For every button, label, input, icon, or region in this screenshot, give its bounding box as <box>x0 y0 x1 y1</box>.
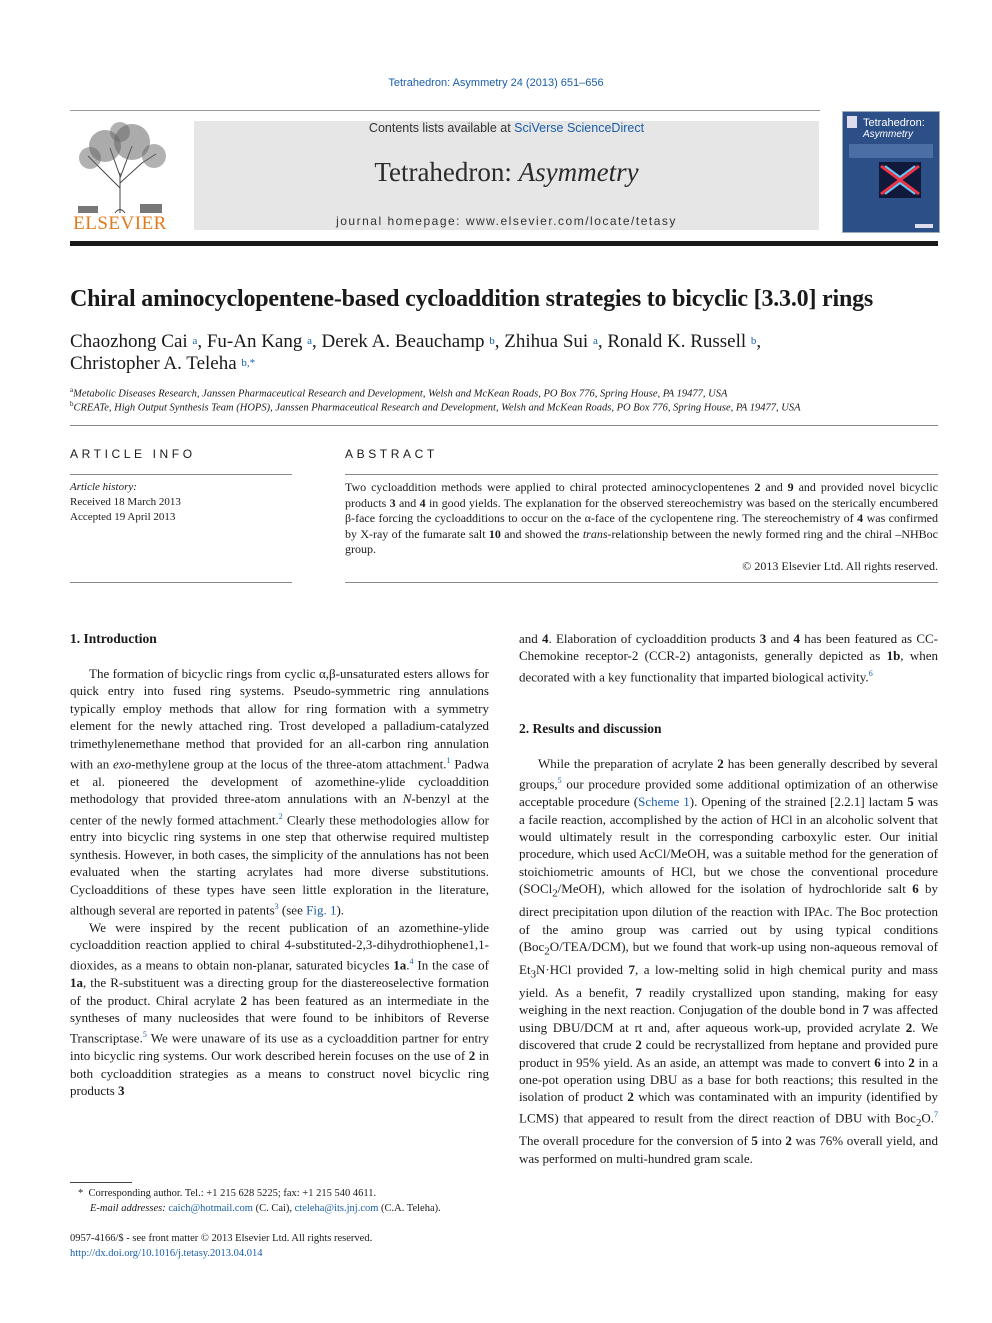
article-history: Article history: Received 18 March 2013 Accepted 19 April 2013 <box>70 481 181 523</box>
divider <box>70 425 938 426</box>
journal-homepage[interactable]: journal homepage: www.elsevier.com/locate/tetasy <box>336 214 677 228</box>
footnote-divider <box>70 1182 132 1183</box>
journal-cover-image <box>842 111 940 233</box>
author[interactable]: Ronald K. Russell $^b$ <box>607 331 757 352</box>
sciencedirect-link[interactable]: SciVerse ScienceDirect <box>514 121 645 135</box>
author-list: Chaozhong Cai $^a$, Fu-An Kang $^a$, Derek A. Beauchamp $^b$, Zhihua Sui $^a$, Ronald K. Russell $^b$, Christopher A. Teleha $^{b,*}$ <box>70 331 762 374</box>
cover-art-icon <box>879 162 921 198</box>
affiliation-a: $^a$Metabolic Diseases Research, Janssen Pharmaceutical Research and Development, Welsh and McKean Roads, PO Box 776, Spring House, PA 19477, USA <box>70 386 728 400</box>
section-heading-introduction: 1. Introduction <box>70 631 157 646</box>
doi-link[interactable]: http://dx.doi.org/10.1016/j.tetasy.2013.04.014 <box>70 1248 263 1259</box>
header-rule <box>70 241 938 246</box>
introduction-body: The formation of bicyclic rings from cyclic α,β-unsaturated esters allows for quick entry into fused ring systems. Pseudo-symmetric ring annulations typically employ methods that allow for ring formation with a symmetry element for the newly attached ring. Trost developed a palladium-catalyzed trimethylenemethane method that provided for an all-carbon ring annulation with an exo-methylene group at the locus of the three-atom attachment.$^1$ Padwa et al. pioneered the development of azomethine-ylide cycloaddition methodology that provided three-atom annulations with an N-benzyl at the center of the newly formed attachment.$^2$ Clearly these methodologies allow for entry into bicyclic ring systems in one step that otherwise required multistep synthesis. However, in both cases, the simplicity of the annulations has not been evaluated when the starting acrylates had more diverse substitutions. Cycloadditions of these types have seen little exploration in the literature, although several are reported in patents$^3$ (see Fig. 1). We were inspired by the recent publication of an azomethine-ylide cycloaddition reaction applied to chiral 4-substituted-2,3-dihydrothiophene1,1-dioxides, as a means to obtain non-planar, saturated bicycles 1a.$^4$ In the case of 1a, the R-substituent was a directing group for the diastereoselective formation of the product. Chiral acrylate 2 has been featured as an intermediate in the syntheses of many nucleosides that were found to be inhibitors of Reverse Transcriptase.$^5$ We were unaware of its use as a cycloaddition partner for entry into bicyclic ring systems. Our work described herein focuses on the use of 2 in both cycloaddition strategies as a means to construct novel bicyclic ring products 3 <box>70 666 489 1098</box>
affiliation-b: $^b$CREATe, High Output Synthesis Team (HOPS), Janssen Pharmaceutical Research and Development, Welsh and McKean Roads, PO Box 776, Spring House, PA 19477, USA <box>70 400 801 414</box>
divider <box>70 474 292 475</box>
abstract-heading: ABSTRACT <box>345 447 438 461</box>
article-info-heading: ARTICLE INFO <box>70 447 196 461</box>
divider <box>345 582 938 583</box>
abstract-copyright: © 2013 Elsevier Ltd. All rights reserved. <box>742 558 938 573</box>
results-body: While the preparation of acrylate 2 has been generally described by several groups,$^5$ our procedure provided some additional optimization of an otherwise acceptable procedure (Scheme 1). Opening of the strained [2.2.1] lactam 5 was a facile reaction, accomplished by the action of HCl in an alcoholic solvent that would ultimately result in the corresponding carboxylic ester. Our initial procedure, which used AcCl/MeOH, was a suitable method for the generation of stoichiometric amounts of HCl, but we chose the conventional procedure (SOCl$_2$/MeOH), which allowed for the isolation of hydrochloride salt 6 by direct precipitation upon dilution of the reaction with IPAc. The Boc protection of the amino group was carried out by using typical conditions (Boc$_2$O/TEA/DCM), but we found that work-up using non-aqueous removal of $Et_3N\cdot HCl$ provided 7, a low-melting solid in high chemical purity and mass yield. As a benefit, 7 readily crystallized upon standing, making for easy weighing in the next reaction. Conjugation of the double bond in 7 was affected using DBU/DCM at rt and, after aqueous work-up, provided acrylate 2. We discovered that crude 2 could be recrystallized from heptane and provided pure product in 95% yield. As an aside, an attempt was made to convert 6 into 2 in a one-pot operation using DBU as a base for both reactions; this resulted in the isolation of product 2 which was contaminated with an impurity (identified by LCMS) that appeared to result from the direct reaction of DBU with Boc$_2$O.$^7$ The overall procedure for the conversion of 5 into 2 was 76% overall yield, and was performed on multi-hundred gram scale. <box>519 756 939 1166</box>
journal-name: Tetrahedron: Asymmetry <box>374 157 639 187</box>
article-title: Chiral aminocyclopentene-based cycloaddition strategies to bicyclic [3.3.0] rings <box>70 286 874 312</box>
cover-title: Tetrahedron: Asymmetry <box>863 117 925 140</box>
section-heading-results: 2. Results and discussion <box>519 721 662 736</box>
header-divider <box>70 110 820 111</box>
introduction-continued: and 4. Elaboration of cycloaddition products 3 and 4 has been featured as CC-Chemokine receptor-2 (CCR-2) antagonists, generally depicted as 1b, when decorated with a key functionality that imparted biological activity.$^6$ <box>519 631 938 685</box>
journal-citation[interactable]: Tetrahedron: Asymmetry 24 (2013) 651–656 <box>388 77 604 89</box>
author[interactable]: Chaozhong Cai $^a$ <box>70 331 198 352</box>
corresponding-author-footnote: * Corresponding author. Tel.: +1 215 628 5225; fax: +1 215 540 4611. E-mail addresses: caich@hotmail.com (C. Cai), cteleha@its.jnj.com (C.A. Teleha). <box>78 1188 441 1214</box>
author[interactable]: Christopher A. Teleha $^{b,*}$ <box>70 353 256 374</box>
email-link[interactable]: cteleha@its.jnj.com <box>294 1203 379 1214</box>
publication-info: 0957-4166/$ - see front matter © 2013 Elsevier Ltd. All rights reserved. http://dx.doi.org/10.1016/j.tetasy.2013.04.014 <box>70 1231 490 1261</box>
author[interactable]: Derek A. Beauchamp $^b$ <box>321 331 495 352</box>
elsevier-tree-icon <box>70 118 170 218</box>
abstract-text: Two cycloaddition methods were applied to chiral protected aminocyclopentenes 2 and 9 and provided novel bicyclic products 3 and 4 in good yields. The explanation for the observed stereochemistry was based on the sterically encumbered β-face forcing the cycloadditions to occur on the α-face of the cyclopentene ring. The stereochemistry of 4 was confirmed by X-ray of the fumarate salt 10 and showed the trans-relationship between the newly formed ring and the chiral –NHBoc group. © 2013 Elsevier Ltd. All rights reserved. <box>345 480 939 573</box>
publisher-name: ELSEVIER <box>73 213 167 234</box>
divider <box>345 474 938 475</box>
email-link[interactable]: caich@hotmail.com <box>168 1203 253 1214</box>
elsevier-logo <box>70 118 170 233</box>
divider <box>70 582 292 583</box>
author[interactable]: Fu-An Kang $^a$ <box>206 331 312 352</box>
contents-line: Contents lists available at SciVerse ScienceDirect <box>368 121 645 135</box>
author[interactable]: Zhihua Sui $^a$ <box>504 331 598 352</box>
